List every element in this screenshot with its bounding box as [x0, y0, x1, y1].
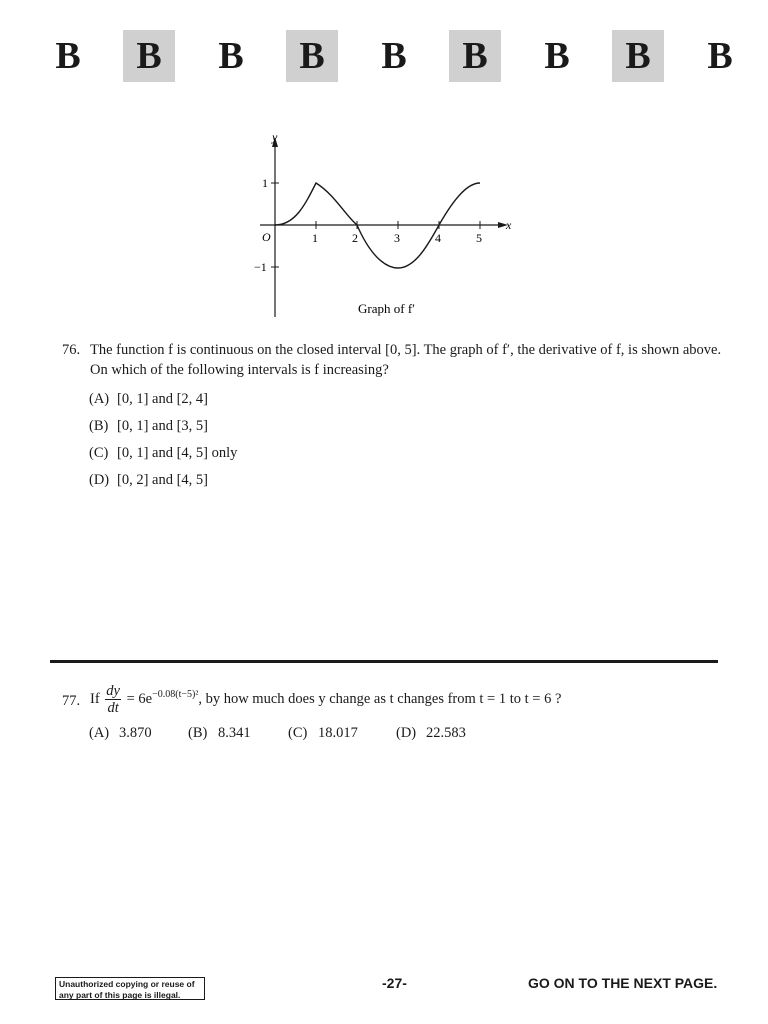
answer-choice-d[interactable] — [396, 725, 466, 742]
x-tick-label: 5 — [476, 231, 482, 245]
choice-label: (A) — [89, 725, 110, 741]
header-letter-shaded: B — [612, 30, 664, 82]
answer-choice-d[interactable] — [89, 472, 208, 489]
question-76 — [62, 340, 742, 384]
fraction-denominator: dt — [107, 700, 119, 716]
question-text-line: On which of the following intervals is f increasing? — [90, 362, 389, 378]
question-if: If — [90, 690, 100, 707]
choice-text: [0, 1] and [4, 5] only — [117, 445, 238, 461]
question-number: 77. — [62, 693, 81, 709]
x-tick-label: 4 — [435, 231, 441, 245]
choice-label: (D) — [396, 725, 417, 741]
y-tick-label: 1 — [262, 176, 268, 190]
y-axis-label: y — [272, 130, 278, 144]
answer-choice-c[interactable] — [89, 445, 237, 462]
graph-caption: Graph of f′ — [358, 301, 415, 316]
header-letter: B — [55, 35, 81, 77]
x-tick-label: 1 — [312, 231, 318, 245]
copyright-notice — [55, 977, 205, 1000]
header-letter: B — [707, 35, 733, 77]
choice-label: (C) — [288, 725, 308, 741]
choice-text: [0, 2] and [4, 5] — [117, 472, 209, 488]
choice-text: 3.870 — [119, 725, 152, 741]
question-text-line: The function f is continuous on the closed interval [0, 5]. The graph of f′, the derivative of f, is shown above. — [90, 342, 722, 358]
choice-label: (C) — [89, 445, 109, 461]
question-77 — [62, 683, 752, 723]
header-letter: B — [544, 35, 570, 77]
x-tick-label: 3 — [394, 231, 400, 245]
page-number: -27- — [382, 975, 407, 991]
section-divider — [50, 660, 718, 663]
header-letter: B — [218, 35, 244, 77]
answer-choice-a[interactable] — [89, 391, 208, 408]
header-letter: B — [381, 35, 407, 77]
go-on-notice: GO ON TO THE NEXT PAGE. — [528, 975, 718, 991]
answer-choice-b[interactable] — [89, 418, 208, 435]
copyright-line: any part of this page is illegal. — [59, 989, 181, 1000]
origin-label: O — [262, 230, 271, 244]
choice-label: (A) — [89, 391, 110, 407]
question-rest: , by how much does y change as t changes from t = 1 to t = 6 ? — [198, 690, 562, 707]
answer-choice-a[interactable] — [89, 725, 152, 742]
fraction-numerator: dy — [106, 683, 120, 699]
answer-choice-b[interactable] — [188, 725, 251, 742]
choice-text: 8.341 — [218, 725, 251, 741]
header-letter-shaded: B — [286, 30, 338, 82]
question-text — [90, 340, 730, 380]
choice-text: 22.583 — [426, 725, 466, 741]
choice-label: (B) — [188, 725, 208, 741]
copyright-line: Unauthorized copying or reuse of — [59, 979, 195, 989]
answer-choice-c[interactable] — [288, 725, 358, 742]
x-tick-label: 2 — [352, 231, 358, 245]
x-axis-label: x — [506, 218, 512, 232]
derivative-graph — [250, 125, 520, 320]
question-number: 76. — [62, 342, 81, 358]
y-tick-label: −1 — [254, 260, 267, 274]
choice-text: [0, 1] and [3, 5] — [117, 418, 209, 434]
choice-label: (B) — [89, 418, 109, 434]
question-text — [90, 683, 730, 716]
exponent: −0.08(t−5)² — [152, 689, 199, 700]
derivative-fraction — [105, 683, 121, 716]
header-letter-row — [42, 30, 742, 84]
choice-text: 18.017 — [318, 725, 358, 741]
header-letter-shaded: B — [123, 30, 175, 82]
equation-rhs: = 6e — [126, 690, 153, 707]
choice-label: (D) — [89, 472, 110, 488]
header-letter-shaded: B — [449, 30, 501, 82]
choice-text: [0, 1] and [2, 4] — [117, 391, 209, 407]
